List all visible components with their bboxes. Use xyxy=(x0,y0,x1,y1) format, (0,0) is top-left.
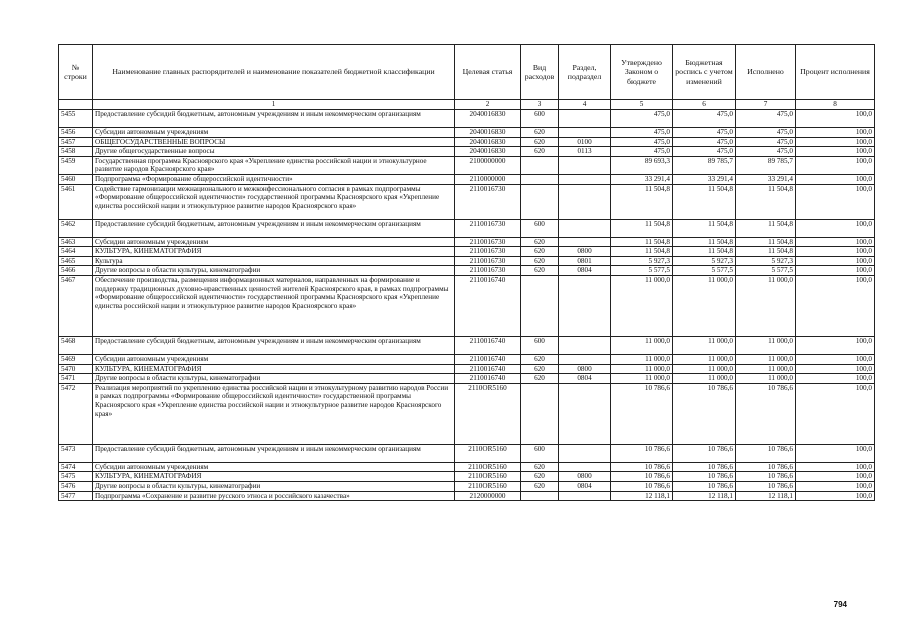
row-target-code: 2040016830 xyxy=(455,110,521,128)
header-row xyxy=(59,45,875,100)
row-budget-painting: 475,0 xyxy=(673,137,736,147)
table-row xyxy=(59,174,875,184)
row-expense-kind: 620 xyxy=(521,481,559,491)
table-row xyxy=(59,110,875,128)
row-target-code: 2110016740 xyxy=(455,354,521,364)
row-name: Содействие гармонизации межнационального и межконфессионального согласия в рамках подпрограммы «Формирование общероссийской идентичности» государственной программы Красноярского края «Укрепление единства российской нации и этнокультурное развитие народов Красноярского края» xyxy=(93,184,455,219)
header-percent: Процент исполнения xyxy=(796,45,875,100)
row-expense-kind: 600 xyxy=(521,444,559,462)
row-name: Субсидии автономным учреждениям xyxy=(93,462,455,472)
row-number: 5476 xyxy=(59,481,93,491)
table-row xyxy=(59,472,875,482)
row-name: КУЛЬТУРА, КИНЕМАТОГРАФИЯ xyxy=(93,472,455,482)
row-executed: 10 786,6 xyxy=(736,481,796,491)
row-number: 5464 xyxy=(59,247,93,257)
row-budget-painting: 10 786,6 xyxy=(673,472,736,482)
row-target-code: 2110OR5160 xyxy=(455,472,521,482)
table-row xyxy=(59,354,875,364)
row-name: Субсидии автономным учреждениям xyxy=(93,237,455,247)
row-section xyxy=(559,184,611,219)
row-section xyxy=(559,354,611,364)
row-executed: 5 927,3 xyxy=(736,256,796,266)
row-target-code: 2110OR5160 xyxy=(455,383,521,444)
row-section xyxy=(559,462,611,472)
row-expense-kind: 620 xyxy=(521,364,559,374)
table-row xyxy=(59,491,875,501)
row-name: Государственная программа Красноярского края «Укрепление единства российской нации и этнокультурное развитие народов Красноярского края» xyxy=(93,156,455,174)
row-number: 5456 xyxy=(59,128,93,138)
header-section: Раздел, подраздел xyxy=(559,45,611,100)
row-approved: 11 504,8 xyxy=(611,219,673,237)
row-section xyxy=(559,237,611,247)
row-approved: 11 000,0 xyxy=(611,374,673,384)
table-row xyxy=(59,184,875,219)
row-budget-painting: 10 786,6 xyxy=(673,383,736,444)
row-budget-painting: 11 000,0 xyxy=(673,354,736,364)
table-row xyxy=(59,383,875,444)
row-percent: 100,0 xyxy=(796,336,875,354)
row-budget-painting: 33 291,4 xyxy=(673,174,736,184)
row-target-code: 2100000000 xyxy=(455,156,521,174)
row-number: 5474 xyxy=(59,462,93,472)
row-budget-painting: 12 118,1 xyxy=(673,491,736,501)
row-approved: 33 291,4 xyxy=(611,174,673,184)
row-approved: 10 786,6 xyxy=(611,462,673,472)
row-expense-kind: 620 xyxy=(521,137,559,147)
row-budget-painting: 5 577,5 xyxy=(673,266,736,276)
column-number xyxy=(59,100,93,110)
row-percent: 100,0 xyxy=(796,256,875,266)
row-name: Другие вопросы в области культуры, кинематографии xyxy=(93,374,455,384)
row-executed: 12 118,1 xyxy=(736,491,796,501)
row-budget-painting: 475,0 xyxy=(673,147,736,157)
row-budget-painting: 475,0 xyxy=(673,110,736,128)
row-executed: 11 504,8 xyxy=(736,184,796,219)
row-section xyxy=(559,336,611,354)
row-name: Другие вопросы в области культуры, кинематографии xyxy=(93,481,455,491)
row-name: Предоставление субсидий бюджетным, автономным учреждениям и иным некоммерческим организациям xyxy=(93,219,455,237)
table-row xyxy=(59,462,875,472)
row-name: Субсидии автономным учреждениям xyxy=(93,354,455,364)
row-section: 0801 xyxy=(559,256,611,266)
row-number: 5470 xyxy=(59,364,93,374)
row-executed: 10 786,6 xyxy=(736,472,796,482)
row-expense-kind xyxy=(521,174,559,184)
row-budget-painting: 5 927,3 xyxy=(673,256,736,266)
row-percent: 100,0 xyxy=(796,354,875,364)
row-percent: 100,0 xyxy=(796,472,875,482)
row-name: Другие вопросы в области культуры, кинематографии xyxy=(93,266,455,276)
table-row xyxy=(59,219,875,237)
table-row xyxy=(59,256,875,266)
row-section: 0804 xyxy=(559,374,611,384)
table-row xyxy=(59,137,875,147)
row-section: 0113 xyxy=(559,147,611,157)
row-executed: 11 504,8 xyxy=(736,219,796,237)
table-row xyxy=(59,266,875,276)
row-number: 5467 xyxy=(59,275,93,336)
row-name: Предоставление субсидий бюджетным, автономным учреждениям и иным некоммерческим организациям xyxy=(93,444,455,462)
header-painting: Бюджетная роспись с учетом изменений xyxy=(673,45,736,100)
row-target-code: 2110OR5160 xyxy=(455,481,521,491)
row-expense-kind: 620 xyxy=(521,128,559,138)
row-executed: 475,0 xyxy=(736,147,796,157)
table-row xyxy=(59,128,875,138)
row-executed: 89 785,7 xyxy=(736,156,796,174)
row-approved: 11 000,0 xyxy=(611,354,673,364)
table-row xyxy=(59,364,875,374)
row-approved: 10 786,6 xyxy=(611,444,673,462)
row-name: ОБЩЕГОСУДАРСТВЕННЫЕ ВОПРОСЫ xyxy=(93,137,455,147)
row-number: 5455 xyxy=(59,110,93,128)
header-approved: Утверждено Законом о бюджете xyxy=(611,45,673,100)
row-expense-kind xyxy=(521,491,559,501)
row-target-code: 2040016830 xyxy=(455,147,521,157)
row-approved: 11 000,0 xyxy=(611,336,673,354)
budget-table xyxy=(58,44,875,501)
row-approved: 5 927,3 xyxy=(611,256,673,266)
column-number: 7 xyxy=(736,100,796,110)
column-number: 5 xyxy=(611,100,673,110)
row-percent: 100,0 xyxy=(796,491,875,501)
row-expense-kind xyxy=(521,156,559,174)
row-name: КУЛЬТУРА, КИНЕМАТОГРАФИЯ xyxy=(93,364,455,374)
row-number: 5462 xyxy=(59,219,93,237)
row-target-code: 2110016730 xyxy=(455,256,521,266)
row-section xyxy=(559,444,611,462)
row-budget-painting: 10 786,6 xyxy=(673,481,736,491)
row-target-code: 2110OR5160 xyxy=(455,462,521,472)
row-expense-kind: 620 xyxy=(521,237,559,247)
row-percent: 100,0 xyxy=(796,110,875,128)
row-executed: 11 000,0 xyxy=(736,364,796,374)
row-budget-painting: 11 000,0 xyxy=(673,275,736,336)
row-number: 5458 xyxy=(59,147,93,157)
row-approved: 10 786,6 xyxy=(611,383,673,444)
row-expense-kind: 620 xyxy=(521,354,559,364)
row-expense-kind: 600 xyxy=(521,219,559,237)
row-executed: 11 504,8 xyxy=(736,237,796,247)
page-number: 794 xyxy=(833,600,847,609)
row-section xyxy=(559,219,611,237)
row-number: 5471 xyxy=(59,374,93,384)
row-percent: 100,0 xyxy=(796,462,875,472)
row-approved: 89 693,3 xyxy=(611,156,673,174)
row-approved: 12 118,1 xyxy=(611,491,673,501)
row-approved: 475,0 xyxy=(611,147,673,157)
header-kind: Вид расходов xyxy=(521,45,559,100)
row-budget-painting: 11 000,0 xyxy=(673,364,736,374)
table-row xyxy=(59,336,875,354)
row-section xyxy=(559,275,611,336)
table-row xyxy=(59,444,875,462)
row-approved: 10 786,6 xyxy=(611,472,673,482)
row-target-code: 2110016730 xyxy=(455,184,521,219)
column-number: 4 xyxy=(559,100,611,110)
row-section xyxy=(559,383,611,444)
row-target-code: 2040016830 xyxy=(455,137,521,147)
row-percent: 100,0 xyxy=(796,383,875,444)
row-approved: 11 504,8 xyxy=(611,184,673,219)
table-row xyxy=(59,156,875,174)
row-executed: 475,0 xyxy=(736,137,796,147)
row-executed: 11 504,8 xyxy=(736,247,796,257)
row-expense-kind xyxy=(521,383,559,444)
row-number: 5465 xyxy=(59,256,93,266)
row-name: КУЛЬТУРА, КИНЕМАТОГРАФИЯ xyxy=(93,247,455,257)
row-expense-kind xyxy=(521,275,559,336)
table-row xyxy=(59,237,875,247)
table-row xyxy=(59,247,875,257)
row-expense-kind: 620 xyxy=(521,374,559,384)
row-executed: 475,0 xyxy=(736,110,796,128)
row-target-code: 2110016740 xyxy=(455,364,521,374)
row-percent: 100,0 xyxy=(796,137,875,147)
table-row xyxy=(59,481,875,491)
row-target-code: 2110016730 xyxy=(455,237,521,247)
row-target-code: 2110016740 xyxy=(455,374,521,384)
row-budget-painting: 89 785,7 xyxy=(673,156,736,174)
row-number: 5466 xyxy=(59,266,93,276)
row-approved: 11 000,0 xyxy=(611,364,673,374)
row-section: 0804 xyxy=(559,481,611,491)
row-section xyxy=(559,156,611,174)
row-approved: 11 504,8 xyxy=(611,247,673,257)
table-row xyxy=(59,374,875,384)
row-target-code: 2110000000 xyxy=(455,174,521,184)
row-budget-painting: 11 000,0 xyxy=(673,374,736,384)
row-approved: 11 000,0 xyxy=(611,275,673,336)
column-number: 8 xyxy=(796,100,875,110)
row-expense-kind: 620 xyxy=(521,266,559,276)
row-target-code: 2110016740 xyxy=(455,275,521,336)
row-section: 0804 xyxy=(559,266,611,276)
row-target-code: 2110016730 xyxy=(455,266,521,276)
row-expense-kind xyxy=(521,184,559,219)
row-percent: 100,0 xyxy=(796,184,875,219)
table-row xyxy=(59,147,875,157)
row-approved: 10 786,6 xyxy=(611,481,673,491)
row-executed: 11 000,0 xyxy=(736,336,796,354)
row-name: Другие общегосударственные вопросы xyxy=(93,147,455,157)
row-executed: 475,0 xyxy=(736,128,796,138)
row-number: 5460 xyxy=(59,174,93,184)
row-percent: 100,0 xyxy=(796,266,875,276)
row-executed: 11 000,0 xyxy=(736,374,796,384)
row-section xyxy=(559,491,611,501)
column-number: 3 xyxy=(521,100,559,110)
header-executed: Исполнено xyxy=(736,45,796,100)
column-number-row xyxy=(59,100,875,110)
row-approved: 475,0 xyxy=(611,110,673,128)
row-expense-kind: 600 xyxy=(521,110,559,128)
row-approved: 11 504,8 xyxy=(611,237,673,247)
row-number: 5459 xyxy=(59,156,93,174)
row-executed: 11 000,0 xyxy=(736,354,796,364)
row-name: Подпрограмма «Сохранение и развитие русского этноса и российского казачества» xyxy=(93,491,455,501)
row-target-code: 2120000000 xyxy=(455,491,521,501)
row-executed: 10 786,6 xyxy=(736,383,796,444)
row-budget-painting: 11 504,8 xyxy=(673,184,736,219)
row-name: Подпрограмма «Формирование общероссийской идентичности» xyxy=(93,174,455,184)
row-approved: 475,0 xyxy=(611,128,673,138)
row-percent: 100,0 xyxy=(796,481,875,491)
header-row-no: № строки xyxy=(59,45,93,100)
row-budget-painting: 11 504,8 xyxy=(673,219,736,237)
row-number: 5463 xyxy=(59,237,93,247)
row-number: 5469 xyxy=(59,354,93,364)
row-percent: 100,0 xyxy=(796,219,875,237)
row-name: Предоставление субсидий бюджетным, автономным учреждениям и иным некоммерческим организациям xyxy=(93,336,455,354)
row-approved: 5 577,5 xyxy=(611,266,673,276)
row-expense-kind: 620 xyxy=(521,147,559,157)
row-percent: 100,0 xyxy=(796,364,875,374)
row-section xyxy=(559,128,611,138)
row-percent: 100,0 xyxy=(796,174,875,184)
row-budget-painting: 11 504,8 xyxy=(673,247,736,257)
row-budget-painting: 475,0 xyxy=(673,128,736,138)
column-number: 2 xyxy=(455,100,521,110)
row-name: Реализация мероприятий по укреплению единства российской нации и этнокультурному развитию народов России в рамках подпрограммы «Формирование общероссийской идентичности» государственной программы Красноярского края «Укрепление единства российской нации и этнокультурное развитие народов Красноярского края» xyxy=(93,383,455,444)
column-number: 1 xyxy=(93,100,455,110)
row-number: 5477 xyxy=(59,491,93,501)
row-name: Обеспечение производства, размещения информационных материалов, направленных на формирование и поддержку традиционных духовно-нравственных ценностей жителей Красноярского края, в рамках подпрограммы «Формирование общероссийской идентичности» государственной программы Красноярского края «Укрепление единства российской нации и этнокультурное развитие народов Красноярского края» xyxy=(93,275,455,336)
row-percent: 100,0 xyxy=(796,275,875,336)
row-expense-kind: 620 xyxy=(521,247,559,257)
row-executed: 11 000,0 xyxy=(736,275,796,336)
row-executed: 10 786,6 xyxy=(736,444,796,462)
row-section xyxy=(559,174,611,184)
row-executed: 33 291,4 xyxy=(736,174,796,184)
row-target-code: 2110016730 xyxy=(455,219,521,237)
row-budget-painting: 10 786,6 xyxy=(673,444,736,462)
row-number: 5461 xyxy=(59,184,93,219)
column-number: 6 xyxy=(673,100,736,110)
row-executed: 5 577,5 xyxy=(736,266,796,276)
row-expense-kind: 620 xyxy=(521,472,559,482)
row-percent: 100,0 xyxy=(796,374,875,384)
row-expense-kind: 620 xyxy=(521,256,559,266)
row-section: 0800 xyxy=(559,364,611,374)
header-name: Наименование главных распорядителей и наименование показателей бюджетной классификации xyxy=(93,45,455,100)
row-number: 5457 xyxy=(59,137,93,147)
table-row xyxy=(59,275,875,336)
row-expense-kind: 620 xyxy=(521,462,559,472)
header-target: Целевая статья xyxy=(455,45,521,100)
row-budget-painting: 11 504,8 xyxy=(673,237,736,247)
row-section xyxy=(559,110,611,128)
row-target-code: 2110016730 xyxy=(455,247,521,257)
row-budget-painting: 11 000,0 xyxy=(673,336,736,354)
row-name: Культура xyxy=(93,256,455,266)
row-name: Субсидии автономным учреждениям xyxy=(93,128,455,138)
row-number: 5468 xyxy=(59,336,93,354)
row-section: 0800 xyxy=(559,472,611,482)
row-percent: 100,0 xyxy=(796,128,875,138)
row-executed: 10 786,6 xyxy=(736,462,796,472)
row-section: 0800 xyxy=(559,247,611,257)
row-number: 5475 xyxy=(59,472,93,482)
row-approved: 475,0 xyxy=(611,137,673,147)
row-percent: 100,0 xyxy=(796,247,875,257)
row-number: 5472 xyxy=(59,383,93,444)
row-target-code: 2110OR5160 xyxy=(455,444,521,462)
row-number: 5473 xyxy=(59,444,93,462)
row-percent: 100,0 xyxy=(796,444,875,462)
row-percent: 100,0 xyxy=(796,147,875,157)
row-percent: 100,0 xyxy=(796,237,875,247)
row-section: 0100 xyxy=(559,137,611,147)
row-target-code: 2110016740 xyxy=(455,336,521,354)
row-budget-painting: 10 786,6 xyxy=(673,462,736,472)
row-name: Предоставление субсидий бюджетным, автономным учреждениям и иным некоммерческим организациям xyxy=(93,110,455,128)
row-target-code: 2040016830 xyxy=(455,128,521,138)
row-percent: 100,0 xyxy=(796,156,875,174)
row-expense-kind: 600 xyxy=(521,336,559,354)
